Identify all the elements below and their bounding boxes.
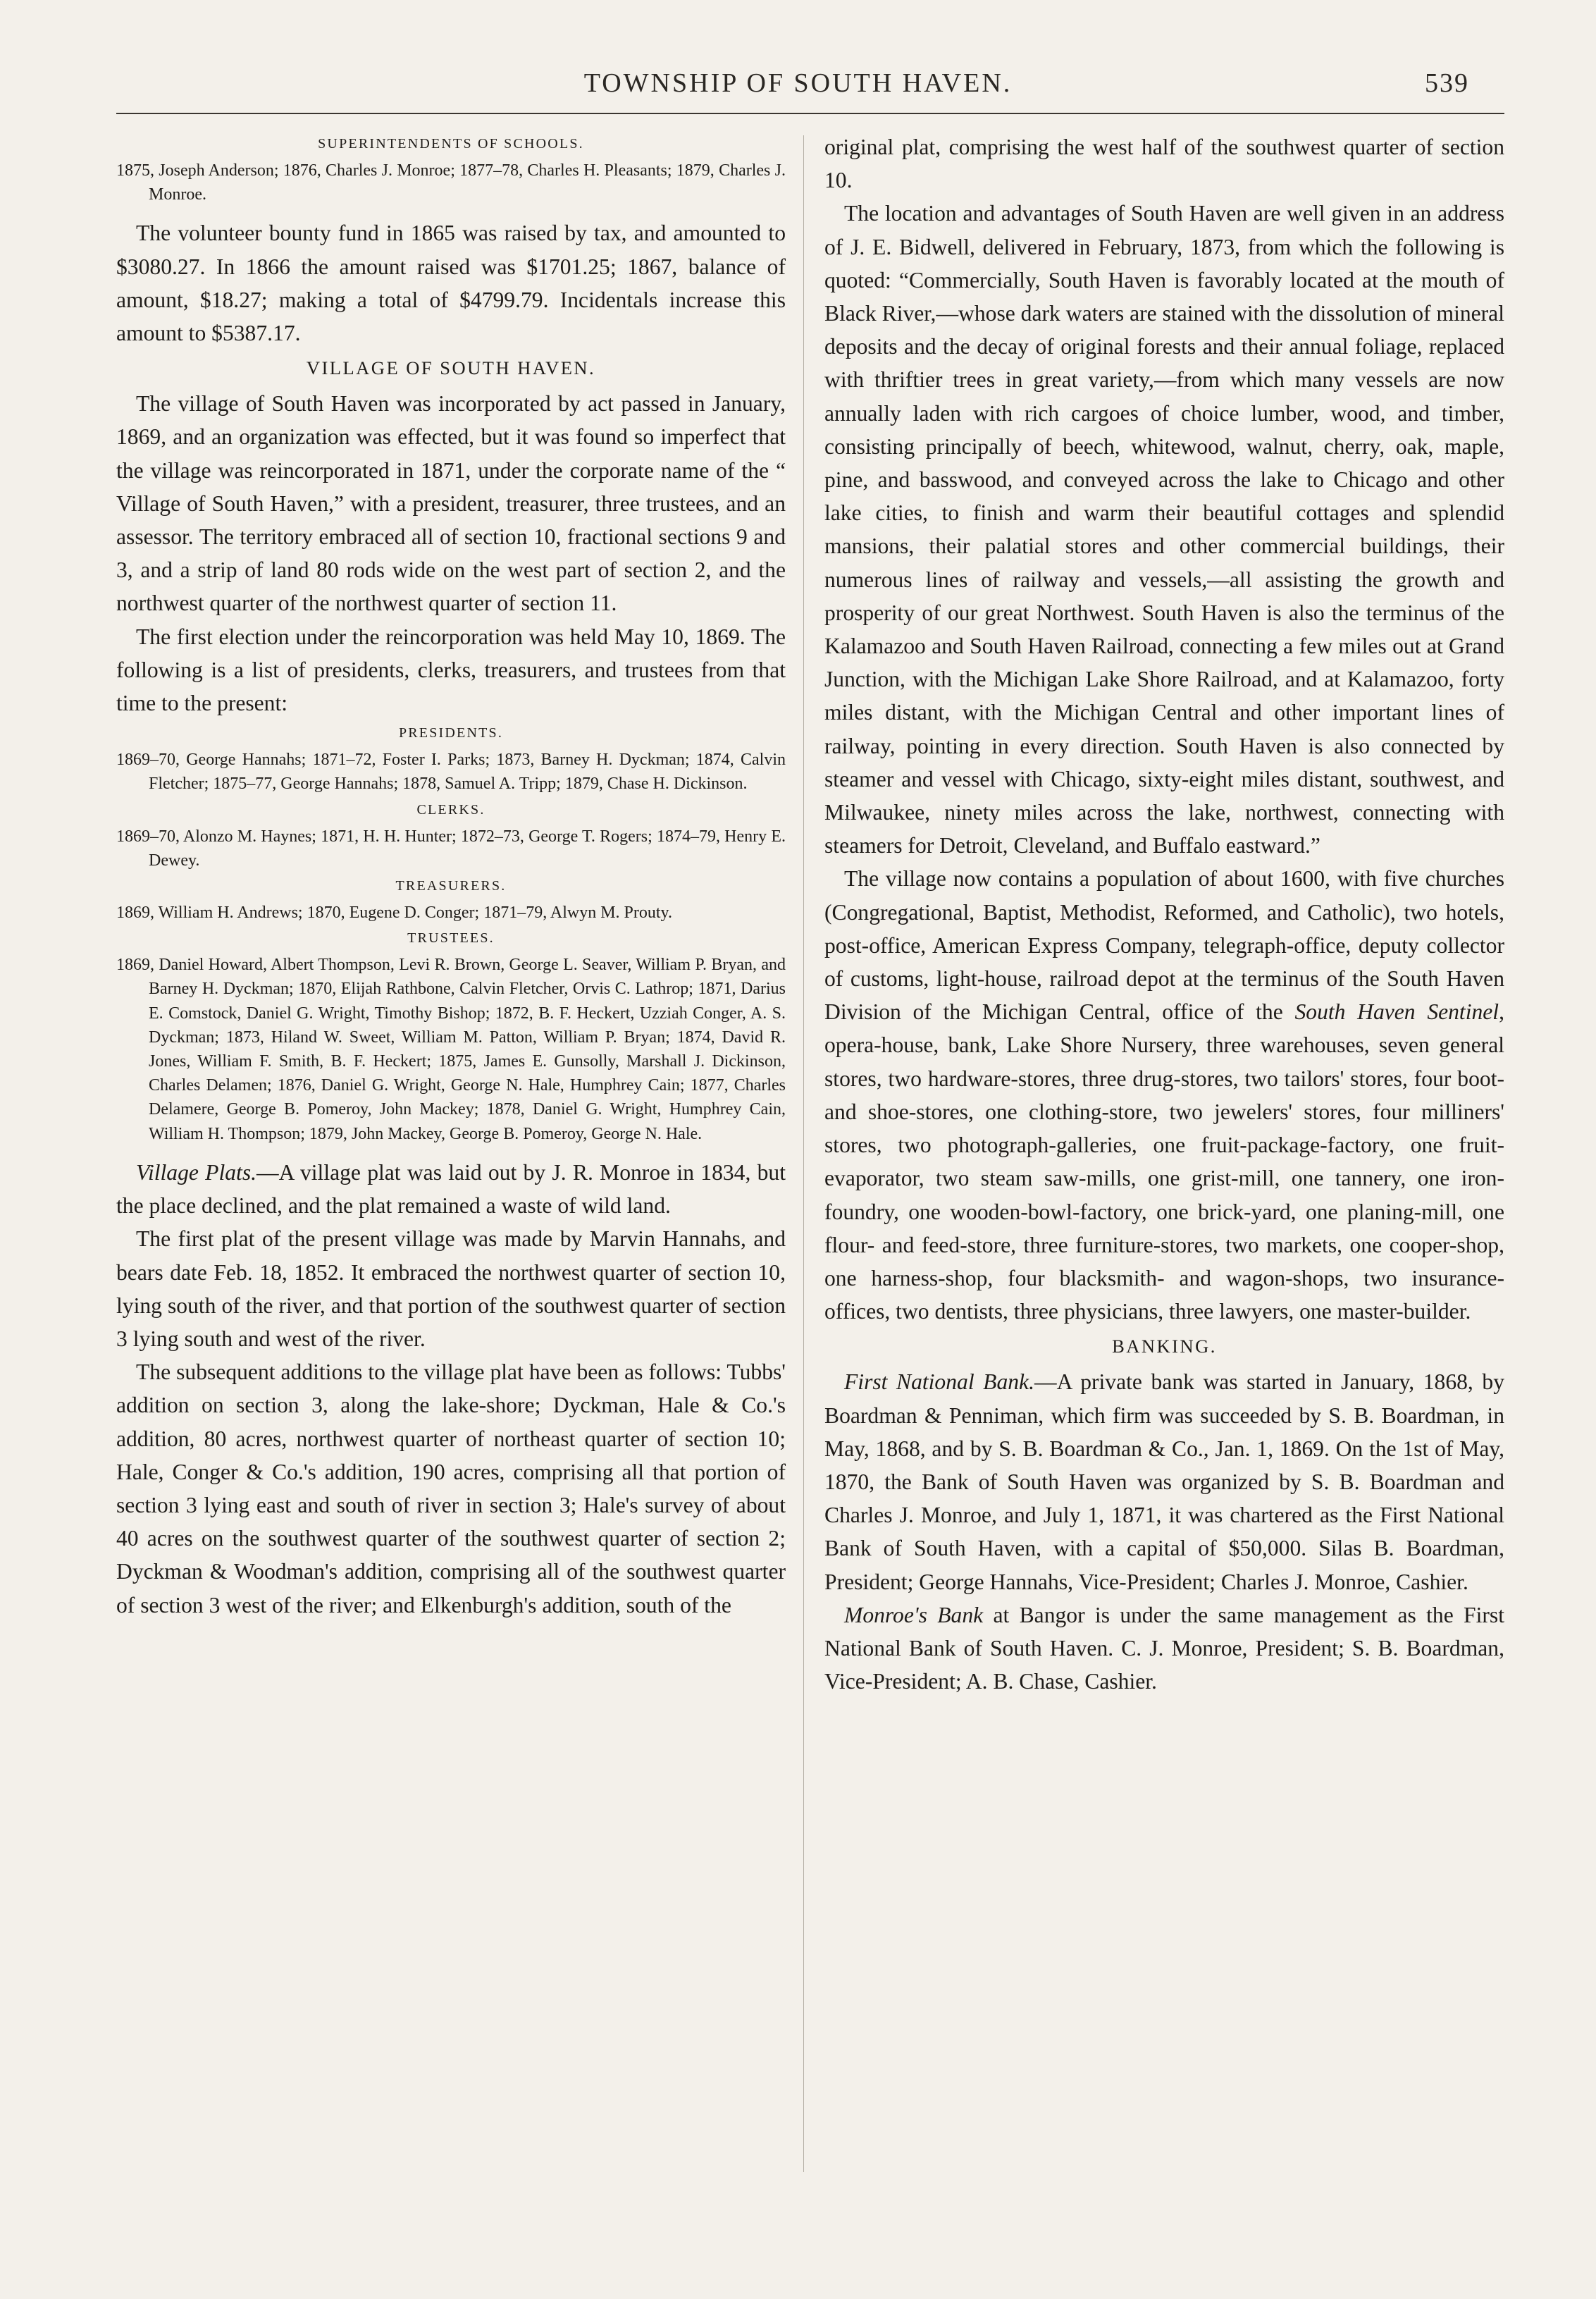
bounty-paragraph: The volunteer bounty fund in 1865 was raised by tax, and amounted to $3080.27. In 1866 the amount raised was $1701.25; 1867, balance of amount, $18.27; making a total of $4799.79. Incidentals increase this amount to $5387.17. xyxy=(116,221,786,346)
monroes-bank-lead: Monroe's Bank xyxy=(844,1602,984,1627)
page-number: 539 xyxy=(1425,68,1469,98)
continuation-paragraph: original plat, comprising the west half of the southwest quarter of section 10. xyxy=(824,135,1504,193)
column-divider xyxy=(803,135,804,2172)
treasurers-list: 1869, William H. Andrews; 1870, Eugene D. Conger; 1871–79, Alwyn M. Prouty. xyxy=(116,904,672,923)
newspaper-title: South Haven Sentinel xyxy=(1294,999,1499,1025)
trustees-list: 1869, Daniel Howard, Albert Thompson, Levi R. Brown, George L. Seaver, William P. Bryan, and Barney H. Dyckman; 1870, Elijah Rathbone, Calvin Fletcher, Orvis C. Lathrop; 1871, Darius E. Comstock, Daniel G. Wright, Timothy Bishop; 1872, B. F. Heckert, Uzziah Conger, A. S. Dyckman; 1873, Hiland W. Sweet, William M. Patton, William P. Bryan; 1874, David R. Jones, William F. Smith, B. F. Heckert; 1875, James E. Gunsolly, Marshall J. Dickinson, Charles Delamen; 1876, Daniel G. Wright, George N. Hale, Humphrey Cain; 1877, Charles Delamere, George B. Pomeroy, John Mackey; 1878, Daniel G. Wright, Humphrey Cain, William H. Thompson; 1879, John Mackey, George B. Pomeroy, George N. Hale. xyxy=(116,956,786,1143)
population-paragraph xyxy=(824,862,1504,1328)
presidents-heading: PRESIDENTS. xyxy=(398,725,504,741)
clerks-list: 1869–70, Alonzo M. Haynes; 1871, H. H. Hunter; 1872–73, George T. Rogers; 1874–79, Henry E. Dewey. xyxy=(116,827,786,870)
superintendents-heading: SUPERINTENDENTS OF SCHOOLS. xyxy=(318,136,584,152)
population-text-start: The village now contains a population of about 1600, with five churches (Congregational, Baptist, Methodist, Reformed, and Catholic), two hotels, post-office, American Express Company, telegraph-office, deputy collector of customs, light-house, railroad depot at the terminus of the South Haven Division of the Michigan Central, office of the xyxy=(824,866,1504,1025)
location-paragraph: The location and advantages of South Haven are well given in an address of J. E. Bidwell, delivered in February, 1873, from which the following is quoted: “Commercially, South Haven is favorably located at the mouth of Black River,—whose dark waters are stained with the dissolution of mineral deposits and the decay of original forests and their annual foliage, replaced with thriftier trees in great variety,—from which many vessels are now annually laden with rich cargoes of choice lumber, wood, and timber, consisting principally of beech, whitewood, walnut, cherry, oak, maple, pine, and basswood, and conveyed across the lake to Chicago and other lake cities, to finish and warm their beautiful cottages and splendid mansions, their palatial stores and other commercial buildings, their numerous lines of railway and vessels,—all assisting the growth and prosperity of our great Northwest. South Haven is also the terminus of the Kalamazoo and South Haven Railroad, connecting a few miles out at Grand Junction, with the Michigan Lake Shore Railroad, and at Kalamazoo, forty miles distant, with the Michigan Central and other important lines of railway, pointing in every direction. South Haven is also connected by steamer and vessel with Chicago, sixty-eight miles distant, southwest, and Milwaukee, ninety miles across the lake, northwest, connecting with steamers for Detroit, Cleveland, and Buffalo eastward.” xyxy=(824,201,1504,858)
trustees-heading: TRUSTEES. xyxy=(407,930,495,947)
additions-paragraph: The subsequent additions to the village plat have been as follows: Tubbs' addition on section 3, along the lake-shore; Dyckman, Hale & Co.'s addition, 80 acres, northwest quarter of northeast quarter of section 10; Hale, Conger & Co.'s addition, 190 acres, comprising all that portion of section 3 lying east and south of river in section 3; Hale's survey of about 40 acres on the southwest quarter of the southwest quarter of section 2; Dyckman & Woodman's addition, comprising all of the southwest quarter of section 3 west of the river; and Elkenburgh's addition, south of the xyxy=(116,1360,786,1617)
village-heading: VILLAGE OF SOUTH HAVEN. xyxy=(306,357,596,379)
clerks-heading: CLERKS. xyxy=(416,801,485,818)
monroes-bank-text: at Bangor is under the same management as the First National Bank of South Haven. C. J. Monroe, President; S. B. Boardman, Vice-President; A. B. Chase, Cashier. xyxy=(824,1602,1504,1694)
village-plats-text: —A village plat was laid out by J. R. Monroe in 1834, but the place declined, and the plat remained a waste of wild land. xyxy=(116,1159,786,1219)
running-header-title: TOWNSHIP OF SOUTH HAVEN. xyxy=(583,68,1013,98)
treasurers-heading: TREASURERS. xyxy=(395,878,507,894)
right-column xyxy=(824,130,1504,1698)
left-column xyxy=(116,130,786,1622)
first-national-text: —A private bank was started in January, 1868, by Boardman & Penniman, which firm was succeeded by S. B. Boardman, in May, 1868, and by S. B. Boardman & Co., Jan. 1, 1869. On the 1st of May, 1870, the Bank of South Haven was organized by S. B. Boardman and Charles J. Monroe, and July 1, 1871, it was chartered as the First National Bank of South Haven, with a capital of $50,000. Silas B. Boardman, President; George Hannahs, Vice-President; Charles J. Monroe, Cashier. xyxy=(824,1369,1504,1594)
first-plat-paragraph: The first plat of the present village was made by Marvin Hannahs, and bears date Feb. 18, 1852. It embraced the northwest quarter of section 10, lying south of the river, and that portion of the southwest quarter of section 3 lying south and west of the river. xyxy=(116,1226,786,1351)
village-plats-lead: Village Plats. xyxy=(136,1159,257,1185)
superintendents-list: 1875, Joseph Anderson; 1876, Charles J. Monroe; 1877–78, Charles H. Pleasants; 1879, Charles J. Monroe. xyxy=(116,161,786,204)
first-national-paragraph xyxy=(824,1365,1504,1598)
village-plats-paragraph xyxy=(116,1156,786,1222)
election-paragraph: The first election under the reincorporation was held May 10, 1869. The following is a list of presidents, clerks, treasurers, and trustees from that time to the present: xyxy=(116,624,786,716)
presidents-list: 1869–70, George Hannahs; 1871–72, Foster I. Parks; 1873, Barney H. Dyckman; 1874, Calvin Fletcher; 1875–77, George Hannahs; 1878, Samuel A. Tripp; 1879, Chase H. Dickinson. xyxy=(116,751,786,794)
monroes-bank-paragraph xyxy=(824,1598,1504,1699)
population-text-end: , opera-house, bank, Lake Shore Nursery, three warehouses, seven general stores, two hardware-stores, three drug-stores, two tailors' stores, four boot- and shoe-stores, one clothing-store, two jewelers' stores, four milliners' stores, two photograph-galleries, one fruit-package-factory, one fruit-evaporator, two steam saw-mills, one grist-mill, one tannery, one iron-foundry, one wooden-bowl-factory, one brick-yard, one planing-mill, one flour- and feed-store, three furniture-stores, two markets, one cooper-shop, one harness-shop, four blacksmith- and wagon-shops, two insurance-offices, two dentists, three physicians, three lawyers, one master-builder. xyxy=(824,999,1504,1324)
banking-heading: BANKING. xyxy=(1112,1336,1217,1357)
header-rule xyxy=(116,113,1504,114)
first-national-lead: First National Bank. xyxy=(844,1369,1034,1395)
village-paragraph: The village of South Haven was incorporated by act passed in January, 1869, and an organization was effected, but it was found so imperfect that the village was reincorporated in 1871, under the corporate name of the “ Village of South Haven,” with a president, treasurer, three trustees, and an assessor. The territory embraced all of section 10, fractional sections 9 and 3, and a strip of land 80 rods wide on the west part of section 2, and the northwest quarter of the northwest quarter of section 11. xyxy=(116,391,786,616)
